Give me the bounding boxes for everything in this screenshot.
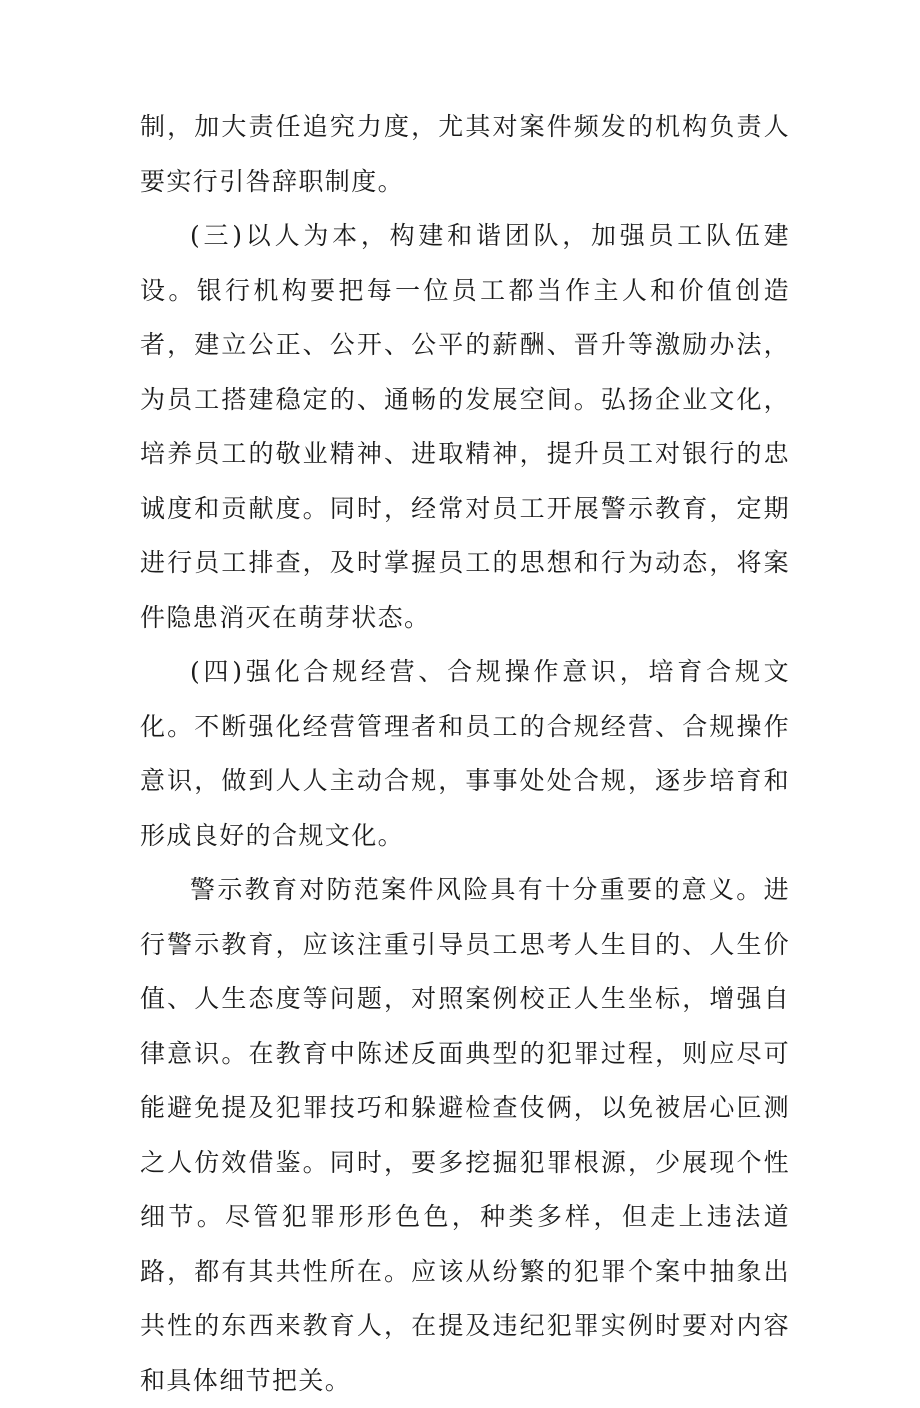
paragraph-section-three: (三)以人为本，构建和谐团队，加强员工队伍建设。银行机构要把每一位员工都当作主人和价值创造者，建立公正、公开、公平的薪酬、晋升等激励办法，为员工搭建稳定的、通畅的发展空间。弘扬企业文化，培养员工的敬业精神、进取精神，提升员工对银行的忠诚度和贡献度。同时，经常对员工开展警示教育，定期进行员工排查，及时掌握员工的思想和行为动态，将案件隐患消灭在萌芽状态。 [140, 221, 790, 632]
paragraph-section-four: (四)强化合规经营、合规操作意识，培育合规文化。不断强化经营管理者和员工的合规经营、合规操作意识，做到人人主动合规，事事处处合规，逐步培育和形成良好的合规文化。 [140, 657, 790, 850]
document-body [140, 100, 790, 1408]
paragraph-continuation: 制，加大责任追究力度，尤其对案件频发的机构负责人要实行引咎辞职制度。 [140, 112, 790, 196]
paragraph-warning-education: 警示教育对防范案件风险具有十分重要的意义。进行警示教育，应该注重引导员工思考人生目的、人生价值、人生态度等问题，对照案例校正人生坐标，增强自律意识。在教育中陈述反面典型的犯罪过程，则应尽可能避免提及犯罪技巧和躲避检查伎俩，以免被居心叵测之人仿效借鉴。同时，要多挖掘犯罪根源，少展现个性细节。尽管犯罪形形色色，种类多样，但走上违法道路，都有其共性所在。应该从纷繁的犯罪个案中抽象出共性的东西来教育人，在提及违纪犯罪实例时要对内容和具体细节把关。 [140, 875, 790, 1395]
